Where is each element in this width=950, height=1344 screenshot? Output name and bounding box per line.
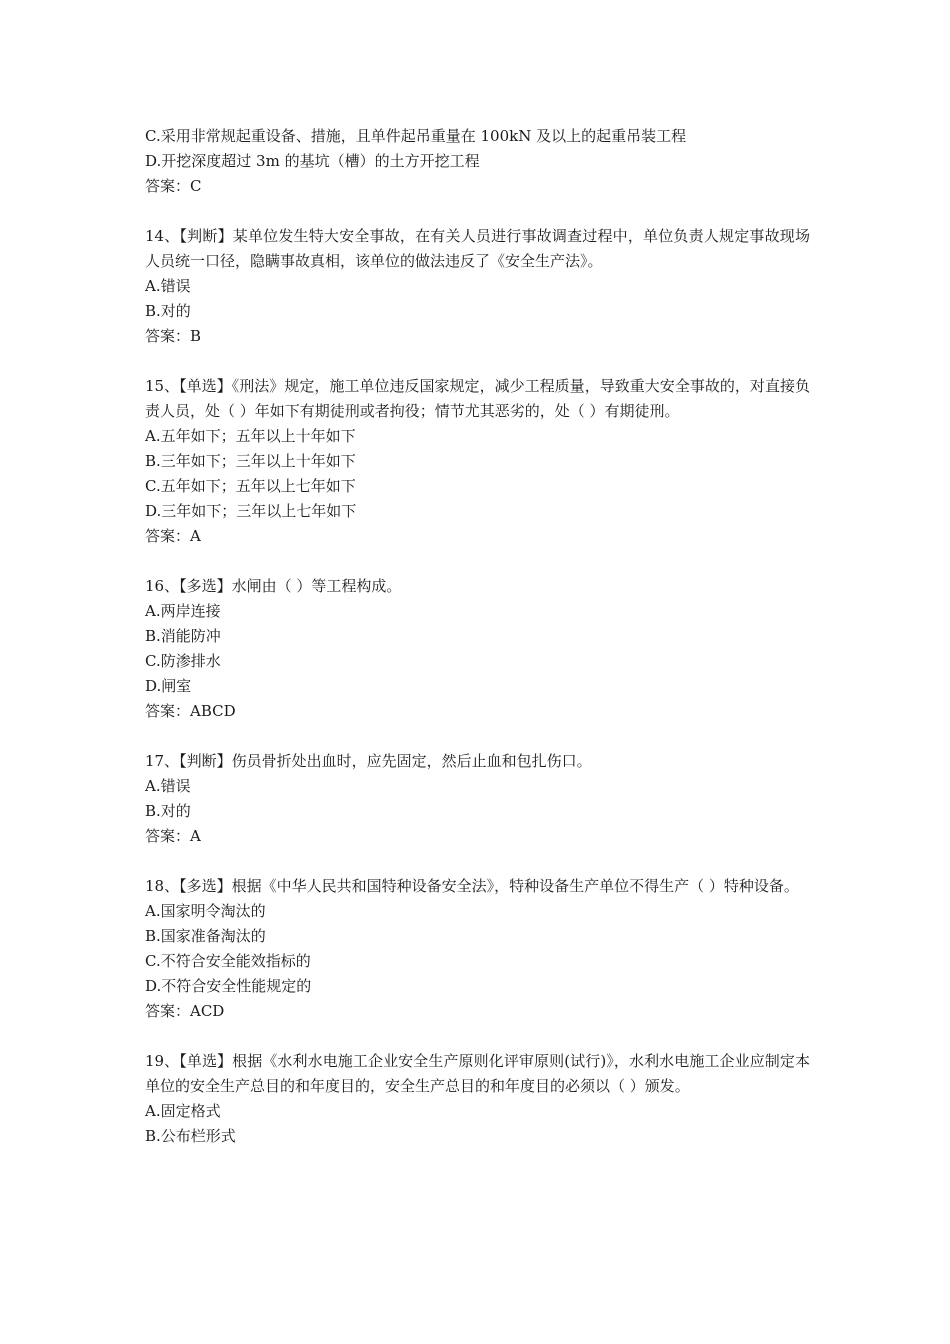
question-block-17 — [145, 749, 810, 849]
question-text: 18、【多选】根据《中华人民共和国特种设备安全法》，特种设备生产单位不得生产（ ）特种设备。 — [145, 877, 799, 895]
option-d: D.开挖深度超过 3m 的基坑（槽）的土方开挖工程 — [145, 152, 480, 170]
answer: 答案：C — [145, 177, 202, 195]
question-text: 16、【多选】水闸由（ ）等工程构成。 — [145, 577, 402, 595]
question-block-14 — [145, 224, 810, 349]
option-c: C.不符合安全能效指标的 — [145, 952, 311, 970]
option-c: C.五年如下；五年以上七年如下 — [145, 477, 356, 495]
option-d: D.闸室 — [145, 677, 192, 695]
option-a: A.五年如下；五年以上十年如下 — [145, 427, 356, 445]
option-c: C.采用非常规起重设备、措施，且单件起吊重量在 100kN 及以上的起重吊装工程 — [145, 127, 687, 145]
question-text: 19、【单选】根据《水利水电施工企业安全生产原则化评审原则(试行)》，水利水电施工企业应制定本单位的安全生产总目的和年度目的，安全生产总目的和年度目的必须以（ ）颁发。 — [145, 1052, 810, 1095]
question-block-18 — [145, 874, 810, 1024]
question-text: 14、【判断】某单位发生特大安全事故，在有关人员进行事故调查过程中，单位负责人规定事故现场人员统一口径，隐瞒事故真相，该单位的做法违反了《安全生产法》。 — [145, 227, 810, 270]
option-a: A.错误 — [145, 777, 191, 795]
option-a: A.国家明令淘汰的 — [145, 902, 266, 920]
option-b: B.三年如下；三年以上十年如下 — [145, 452, 356, 470]
option-a: A.两岸连接 — [145, 602, 221, 620]
option-c: C.防渗排水 — [145, 652, 221, 670]
option-d: D.不符合安全性能规定的 — [145, 977, 312, 995]
option-b: B.公布栏形式 — [145, 1127, 236, 1145]
answer: 答案：B — [145, 327, 202, 345]
answer: 答案：A — [145, 827, 201, 845]
question-block-16 — [145, 574, 810, 724]
answer: 答案：ABCD — [145, 702, 236, 720]
answer: 答案：A — [145, 527, 201, 545]
option-b: B.对的 — [145, 302, 191, 320]
option-a: A.固定格式 — [145, 1102, 221, 1120]
answer: 答案：ACD — [145, 1002, 225, 1020]
option-b: B.国家准备淘汰的 — [145, 927, 266, 945]
question-block-13-continued — [145, 124, 810, 199]
question-block-15 — [145, 374, 810, 549]
question-block-19 — [145, 1049, 810, 1149]
question-text: 17、【判断】伤员骨折处出血时，应先固定，然后止血和包扎伤口。 — [145, 752, 592, 770]
document-content — [145, 124, 810, 1174]
option-d: D.三年如下；三年以上七年如下 — [145, 502, 357, 520]
option-b: B.对的 — [145, 802, 191, 820]
option-a: A.错误 — [145, 277, 191, 295]
option-b: B.消能防冲 — [145, 627, 221, 645]
question-text: 15、【单选】《刑法》规定，施工单位违反国家规定，减少工程质量，导致重大安全事故的，对直接负责人员，处（ ）年如下有期徒刑或者拘役；情节尤其恶劣的，处（ ）有期徒刑。 — [145, 377, 810, 420]
